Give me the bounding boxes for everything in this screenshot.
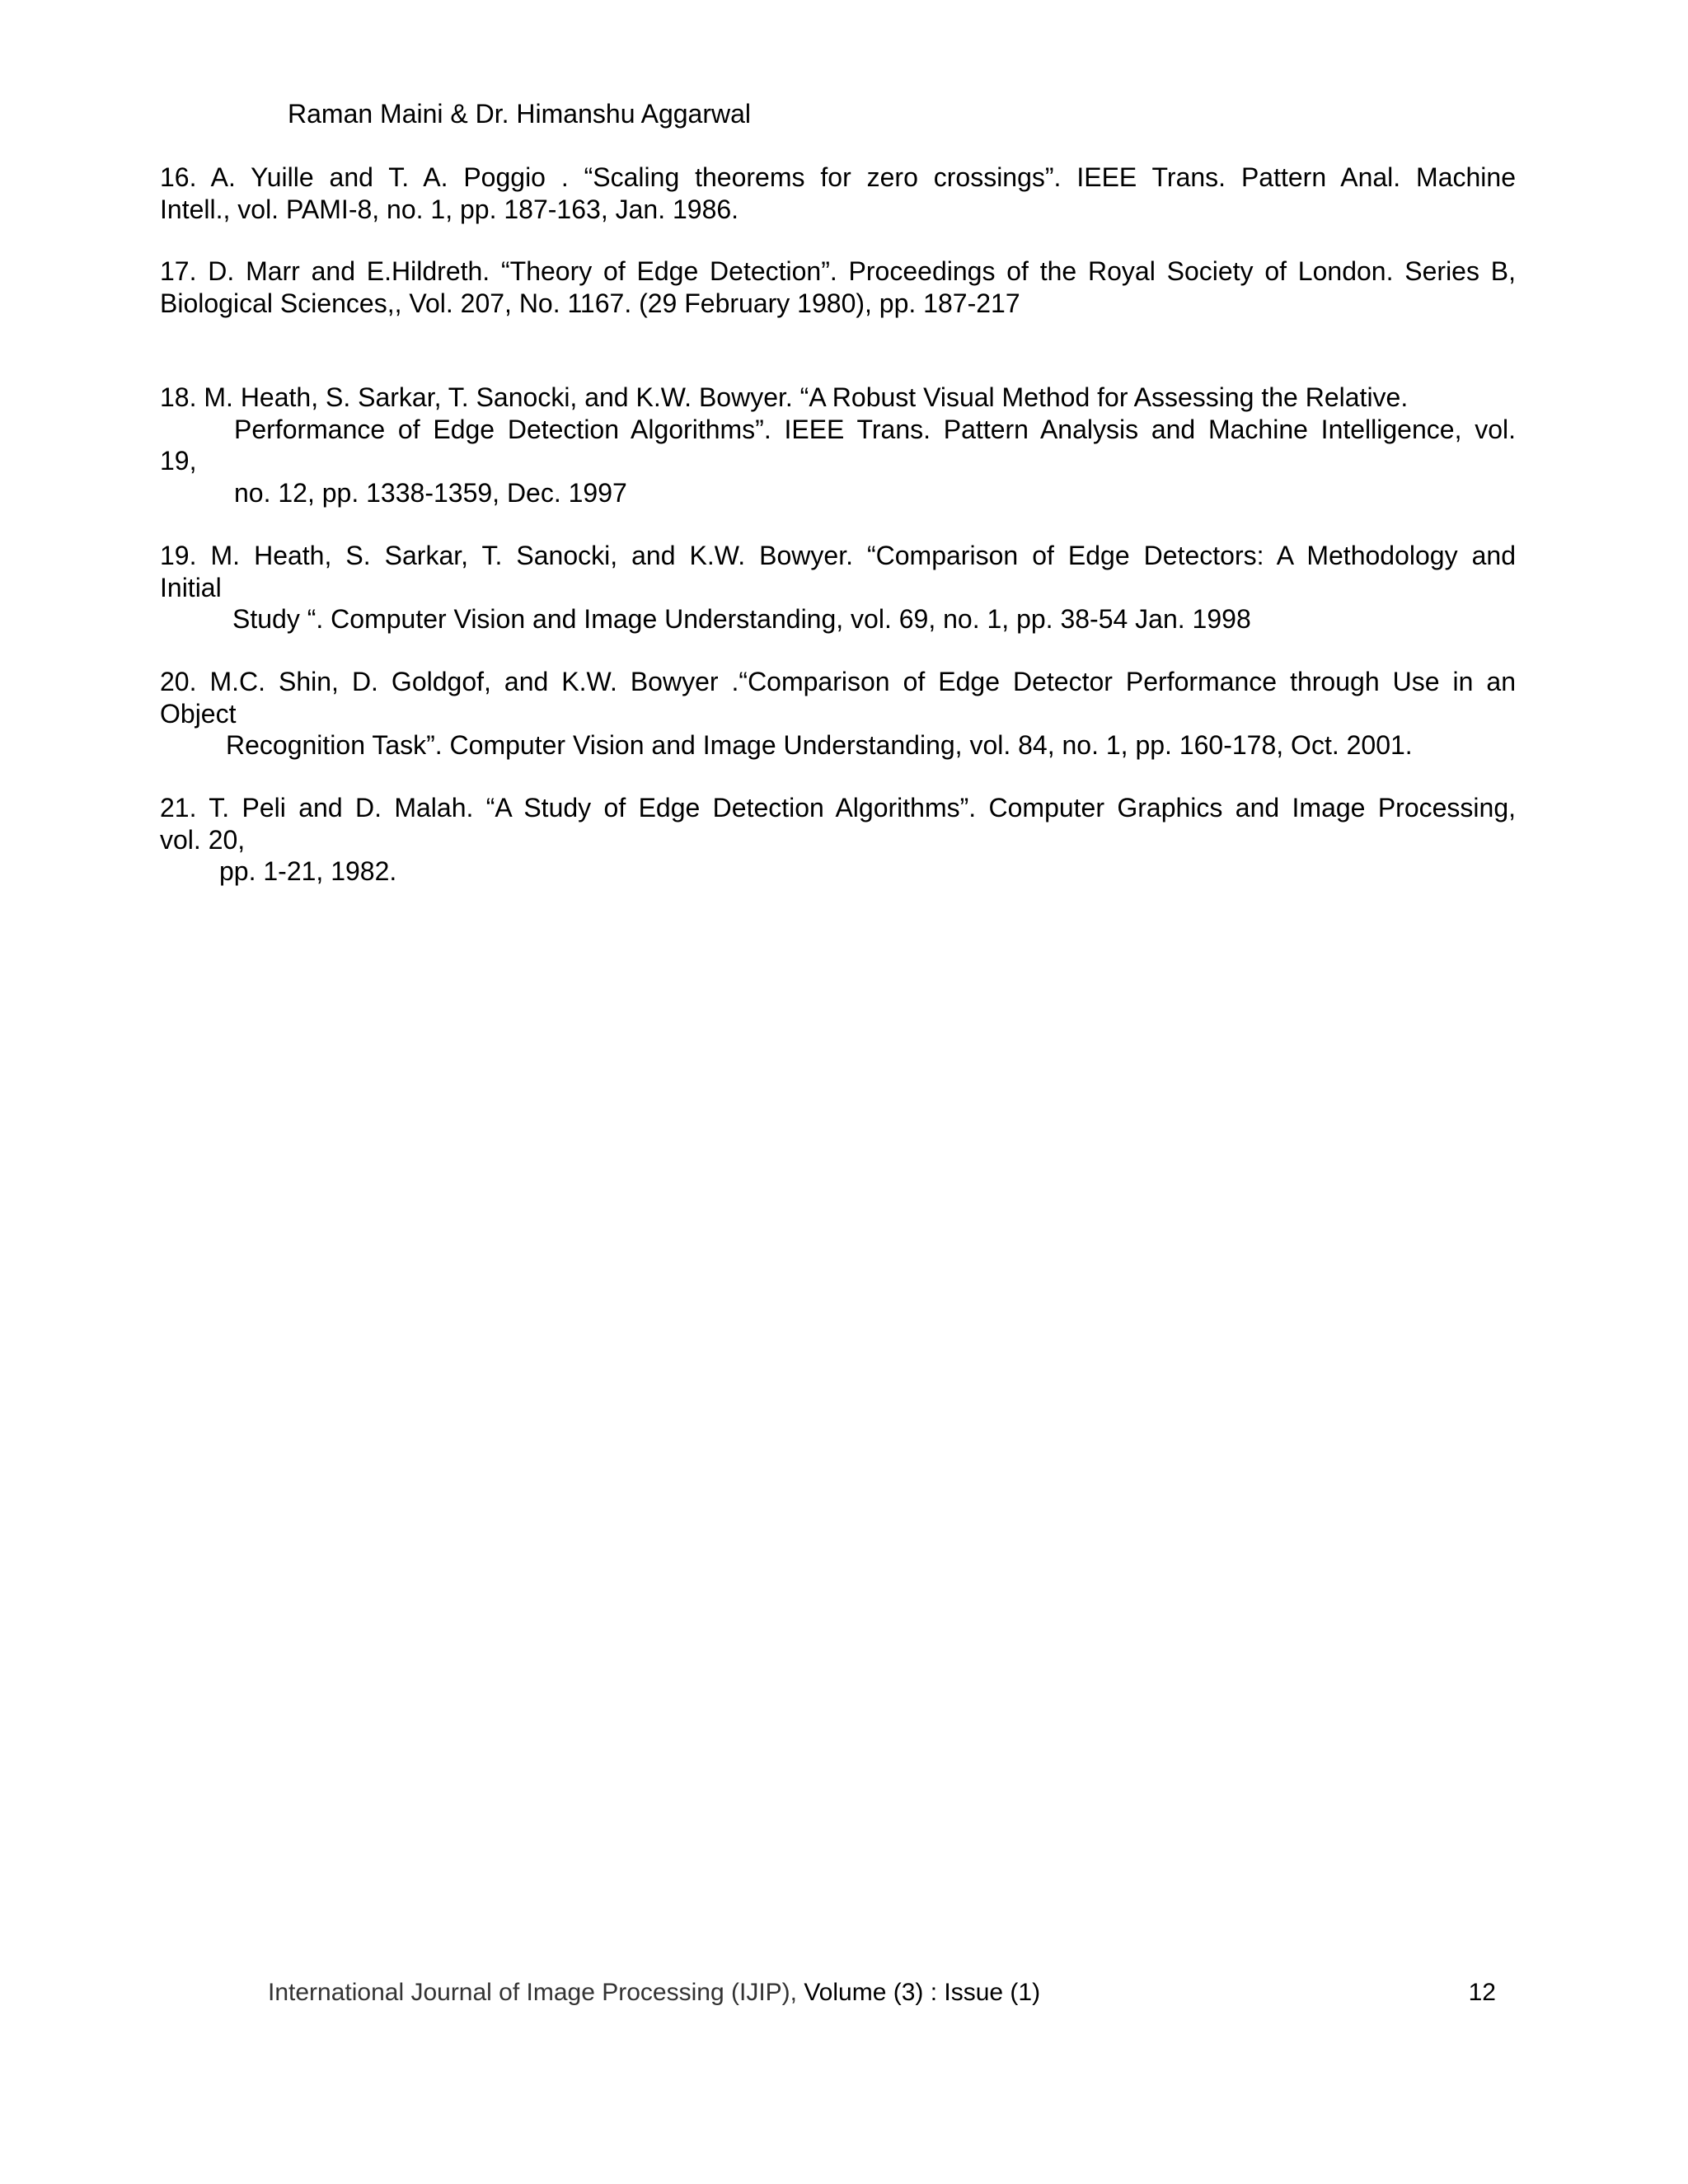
reference-line: Recognition Task”. Computer Vision and Image Understanding, vol. 84, no. 1, pp. 160-178, Oct. 2001. [226,730,1413,760]
reference-line: Intell., vol. PAMI-8, no. 1, pp. 187-163, Jan. 1986. [160,194,739,224]
reference-line: 20. M.C. Shin, D. Goldgof, and K.W. Bowyer .“Comparison of Edge Detector Performance through Use in an [160,667,1516,696]
reference-line: 21. T. Peli and D. Malah. “A Study of Edge Detection Algorithms”. Computer Graphics and Image Processing, [160,793,1516,823]
reference-line: 17. D. Marr and E.Hildreth. “Theory of Edge Detection”. Proceedings of the Royal Society of London. Series B, [160,256,1516,286]
reference-line: Performance of Edge Detection Algorithms”. IEEE Trans. Pattern Analysis and Machine Intelligence, vol. [234,414,1516,444]
running-header-authors: Raman Maini & Dr. Himanshu Aggarwal [288,99,752,129]
reference-18 [160,382,1516,509]
reference-17 [160,255,1516,319]
reference-20 [160,666,1516,762]
reference-line: no. 12, pp. 1338-1359, Dec. 1997 [234,477,627,508]
reference-line: 16. A. Yuille and T. A. Poggio . “Scaling theorems for zero crossings”. IEEE Trans. Pattern Anal. Machine [160,162,1516,192]
reference-16 [160,162,1516,225]
reference-line: Object [160,698,237,729]
reference-line: Biological Sciences,, Vol. 207, No. 1167. (29 February 1980), pp. 187-217 [160,288,1020,318]
reference-19 [160,540,1516,635]
reference-line: 19. M. Heath, S. Sarkar, T. Sanocki, and K.W. Bowyer. “Comparison of Edge Detectors: A Methodology and [160,541,1516,570]
page-number: 12 [1468,1979,1496,2006]
reference-line: 19, [160,446,197,476]
reference-line: pp. 1-21, 1982. [219,856,397,886]
reference-line: vol. 20, [160,824,246,855]
footer-journal-name: International Journal of Image Processing (IJIP), [268,1979,797,2006]
footer-issue: Volume (3) : Issue (1) [804,1979,1041,2006]
page-footer [268,1978,1496,2008]
reference-line: 18. M. Heath, S. Sarkar, T. Sanocki, and K.W. Bowyer. “A Robust Visual Method for Assessing the Relative. [160,382,1409,412]
reference-21 [160,792,1516,888]
reference-line: Study “. Computer Vision and Image Understanding, vol. 69, no. 1, pp. 38-54 Jan. 1998 [232,604,1251,634]
reference-line: Initial [160,572,222,602]
